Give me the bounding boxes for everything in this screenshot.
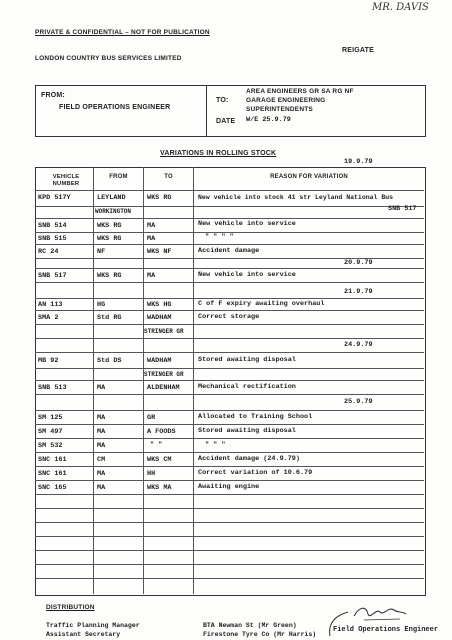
table-cell-to: STRINGER GR — [144, 328, 184, 335]
distribution-item: BTA Newman St (Mr Green) — [203, 622, 297, 629]
table-cell-from: MA — [97, 442, 106, 450]
table-cell-from: MA — [97, 414, 106, 422]
table-cell-vehicle: KPD 517Y — [38, 194, 71, 202]
table-cell-to: WKS MA — [147, 484, 172, 492]
from-value: FIELD OPERATIONS ENGINEER — [59, 104, 171, 111]
table-cell-from: MA — [97, 484, 106, 492]
table-cell-vehicle: SNB 513 — [38, 384, 67, 392]
table-cell-reason: Awaiting engine — [198, 483, 260, 491]
col-vehicle: VEHICLE NUMBER — [52, 174, 80, 187]
location: REIGATE — [342, 47, 374, 54]
table-cell-from: WKS RG — [97, 222, 122, 230]
table-cell-to: MA — [147, 235, 156, 243]
table-cell-vehicle: AN 113 — [38, 301, 63, 309]
table-cell-to: ALDENHAM — [147, 384, 180, 392]
table-cell-to: GR — [147, 414, 156, 422]
table-cell-reason: New vehicle into stock 41 str Leyland National Bus — [198, 194, 394, 201]
distribution-item: Assistant Secretary — [46, 631, 121, 638]
table-cell-to: WKS RG — [147, 194, 172, 202]
table-cell-vehicle: MB 92 — [38, 357, 59, 365]
table-cell-to: MA — [147, 272, 156, 280]
table-cell-to: " " — [150, 441, 163, 449]
table-cell-reason: New vehicle into service — [198, 220, 296, 228]
table-cell-reason: C of F expiry awaiting overhaul — [198, 300, 325, 308]
signature-title: Field Operations Engineer — [333, 626, 439, 634]
table-cell-reason: " " " — [205, 441, 226, 449]
date-marker-5: 25.9.79 — [344, 398, 373, 406]
signature-scribble — [350, 602, 410, 624]
to-line-1: AREA ENGINEERS GR SA RG NF — [246, 88, 354, 95]
table-cell-reason: " " " " — [205, 233, 234, 241]
table-cell-vehicle: SM 532 — [38, 442, 63, 450]
table-cell-vehicle: SM 125 — [38, 414, 63, 422]
date-marker-1: 19.9.79 — [344, 158, 373, 166]
table-cell-from: WKS RG — [97, 272, 122, 280]
memo-box — [35, 85, 426, 137]
memo-divider — [206, 86, 207, 136]
table-cell-reason: Accident damage (24.9.79) — [198, 455, 300, 463]
table-cell-vehicle: SNB 517 — [38, 272, 67, 280]
table-cell-reason: Allocated to Training School — [198, 413, 313, 421]
table-cell-vehicle: SNB 514 — [38, 222, 67, 230]
company-name: LONDON COUNTRY BUS SERVICES LIMITED — [35, 55, 182, 62]
table-cell-reason: Stored awaiting disposal — [198, 427, 296, 435]
distribution-item: Firestone Tyre Co (Mr Harris) — [203, 631, 317, 638]
table-cell-from: MA — [97, 384, 106, 392]
table-cell-from: NF — [97, 248, 106, 256]
table-cell-reason: New vehicle into service — [198, 271, 296, 279]
table-cell-vehicle: SNC 161 — [38, 470, 67, 478]
distribution-item: Traffic Planning Manager — [46, 622, 140, 629]
table-title: VARIATIONS IN ROLLING STOCK — [160, 150, 277, 157]
table-cell-reason: Mechanical rectification — [198, 383, 296, 391]
table-cell-from: Std RG — [97, 314, 122, 322]
date-value: W/E 25.9.79 — [246, 116, 291, 124]
to-line-3: SUPERINTENDENTS — [246, 106, 313, 113]
from-label: FROM: — [41, 92, 65, 99]
table-cell-from: HG — [97, 301, 106, 309]
date-label: DATE — [216, 118, 236, 125]
table-cell-to: WKS NF — [147, 248, 172, 256]
table-cell-to: MA — [147, 222, 156, 230]
table-cell-to: WADHAM — [147, 357, 172, 365]
table-cell-from: MA — [97, 428, 106, 436]
handwritten-note: MR. DAVIS — [372, 2, 429, 13]
table-cell-vehicle: SNB 515 — [38, 235, 67, 243]
table-cell-to: A FOODS — [147, 428, 176, 436]
distribution-label: DISTRIBUTION — [46, 604, 95, 611]
date-marker-3: 21.9.79 — [344, 288, 373, 296]
col-reason: REASON FOR VARIATION — [270, 174, 348, 180]
table-cell-reason: Correct storage — [198, 313, 260, 321]
table-cell-from: WKS RG — [97, 235, 122, 243]
to-line-2: GARAGE ENGINEERING — [246, 97, 326, 104]
table-cell-reason: SNB 517 — [388, 205, 417, 213]
table-cell-to: HH — [147, 470, 156, 478]
col-from: FROM — [109, 174, 128, 180]
table-cell-vehicle: RC 24 — [38, 248, 59, 256]
table-cell-from: Std DS — [97, 357, 122, 365]
table-cell-reason: Stored awaiting disposal — [198, 356, 296, 364]
table-cell-from: CM — [97, 456, 106, 464]
table-cell-to: WKS HG — [147, 301, 172, 309]
date-marker-2: 20.9.79 — [344, 259, 373, 267]
table-cell-vehicle: SNC 165 — [38, 484, 67, 492]
table-cell-to: WKS CM — [147, 456, 172, 464]
table-cell-to: WADHAM — [147, 314, 172, 322]
table-cell-vehicle: SNC 161 — [38, 456, 67, 464]
confidential-notice: PRIVATE & CONFIDENTIAL – NOT FOR PUBLICATION — [35, 29, 210, 36]
date-marker-4: 24.9.79 — [344, 341, 373, 349]
table-cell-vehicle: SM 497 — [38, 428, 63, 436]
table-cell-from: MA — [97, 470, 106, 478]
table-cell-from: LEYLAND — [97, 194, 126, 202]
table-cell-reason: Accident damage — [198, 247, 260, 255]
table-cell-from: WORKINGTON — [95, 208, 132, 215]
table-cell-vehicle: SMA 2 — [38, 314, 59, 322]
table-cell-to: STRINGER GR — [144, 371, 184, 378]
to-label: TO: — [216, 97, 229, 104]
table-cell-reason: Correct variation of 10.6.79 — [198, 469, 313, 477]
col-to: TO — [164, 174, 173, 180]
